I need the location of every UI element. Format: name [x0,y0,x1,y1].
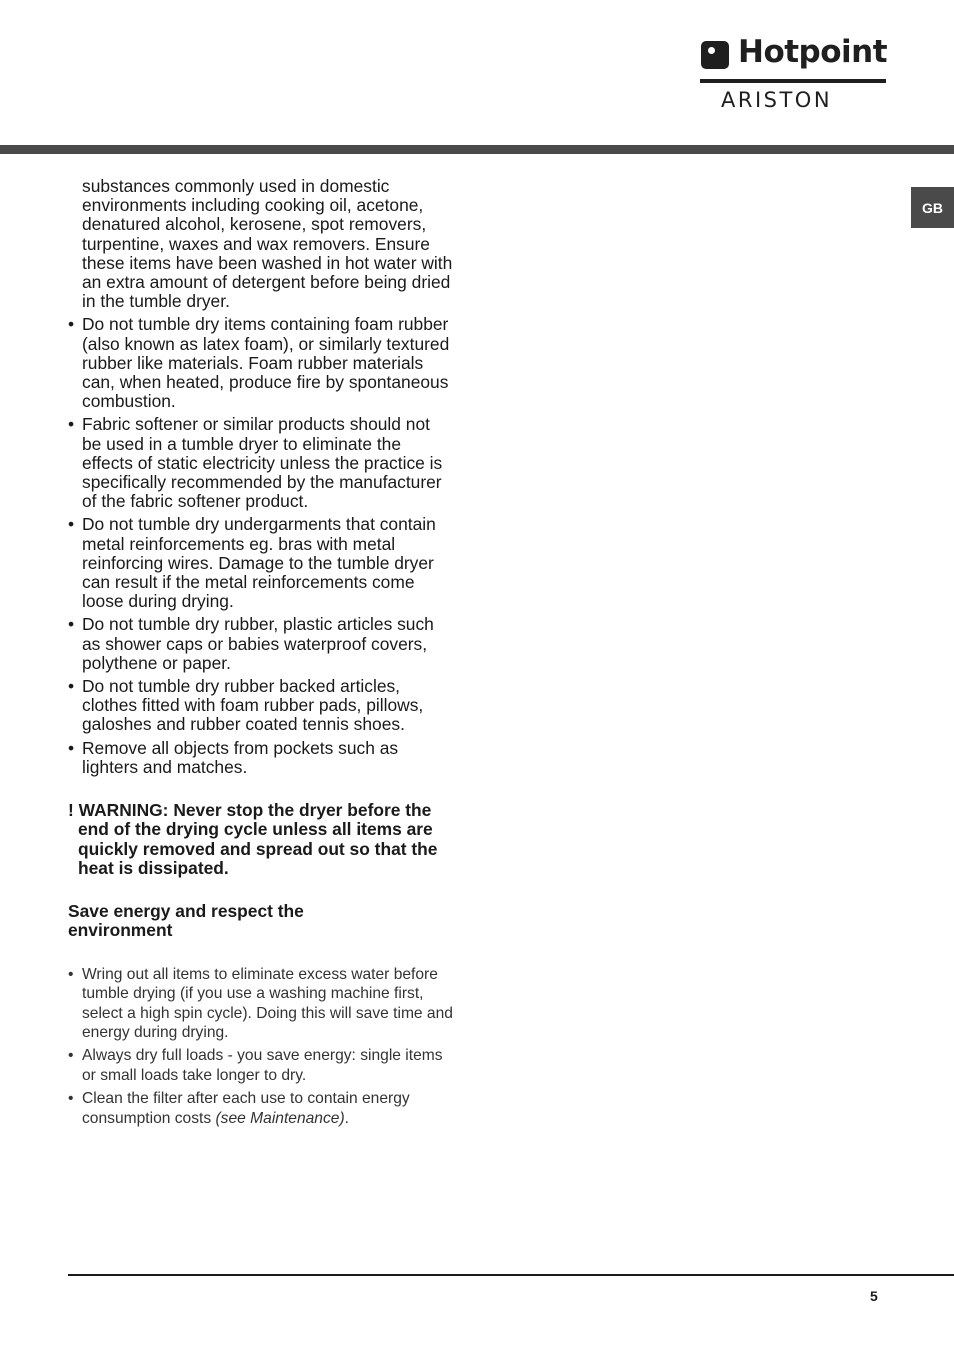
list-item [68,315,453,411]
section-heading: Save energy and respect the environment [68,900,304,941]
language-tab: GB [911,187,954,228]
warning-label: ! WARNING: [68,800,169,821]
list-item [68,1089,453,1128]
warning-text: Never stop the dryer before the end of the drying cycle unless all items are quickly removed and spread out so that the heat is dissipated. [78,800,438,878]
list-item [68,739,453,777]
brand-logo [700,34,888,118]
list-item-text: Always dry full loads - you save energy: single items or small loads take longer to dry. [82,1047,443,1084]
list-item [68,415,453,511]
brand-name: Hotpoint [738,34,888,70]
cross-reference: (see Maintenance) [215,1109,345,1127]
list-item [68,965,453,1043]
footer-divider [68,1274,954,1276]
safety-list [68,315,453,777]
brand-subname: ARISTON [721,88,833,112]
list-item-text: Fabric softener or similar products should not be used in a tumble dryer to eliminate the effects of static electricity unless the practice is specifically recommended by the manufacturer of the fabric softener product. [82,414,443,512]
bullet-icon: • [68,1047,74,1065]
bullet-icon: • [68,314,75,335]
sentence-end: . [344,1109,349,1127]
list-item [68,615,453,673]
list-item-text: Remove all objects from pockets such as lighters and matches. [82,737,399,777]
list-item-text: Do not tumble dry rubber backed articles, clothes fitted with foam rubber pads, pillows, galoshes and rubber coated tennis shoes. [82,676,424,735]
bullet-icon: • [68,514,75,535]
list-item-text: Do not tumble dry rubber, plastic articles such as shower caps or babies waterproof covers, polythene or paper. [82,614,434,673]
list-item [68,515,453,611]
list-item-text: Do not tumble dry items containing foam rubber (also known as latex foam), or similarly textured rubber like materials. Foam rubber materials can, when heated, produce fire by spontaneous combustion. [82,314,450,412]
list-item-text: Wring out all items to eliminate excess water before tumble drying (if you use a washing machine first, select a high spin cycle). Doing this will save time and energy during drying. [82,965,453,1041]
bullet-icon: • [68,676,75,697]
energy-list [68,965,453,1128]
brand-mark-icon [701,41,729,69]
list-item-text: Clean the filter after each use to contain energy consumption costs [82,1090,410,1127]
header-bar [0,145,954,154]
bullet-icon: • [68,414,75,435]
main-column [68,177,453,1132]
page-number: 5 [870,1288,878,1304]
continued-paragraph: substances commonly used in domestic environments including cooking oil, acetone, denatured alcohol, kerosene, spot removers, turpentine, waxes and wax removers. Ensure these items have been washed in hot water with an extra amount of detergent before being dried in the tumble dryer. [82,176,453,312]
warning-notice [68,801,453,878]
brand-divider [700,79,886,83]
list-item [68,677,453,735]
bullet-icon: • [68,614,75,635]
list-item-text: Do not tumble dry undergarments that contain metal reinforcements eg. bras with metal reinforcing wires. Damage to the tumble dryer can result if the metal reinforcements come loose during drying. [82,514,436,612]
list-item [68,1046,453,1085]
bullet-icon: • [68,965,74,983]
bullet-icon: • [68,1090,74,1108]
bullet-icon: • [68,737,75,758]
